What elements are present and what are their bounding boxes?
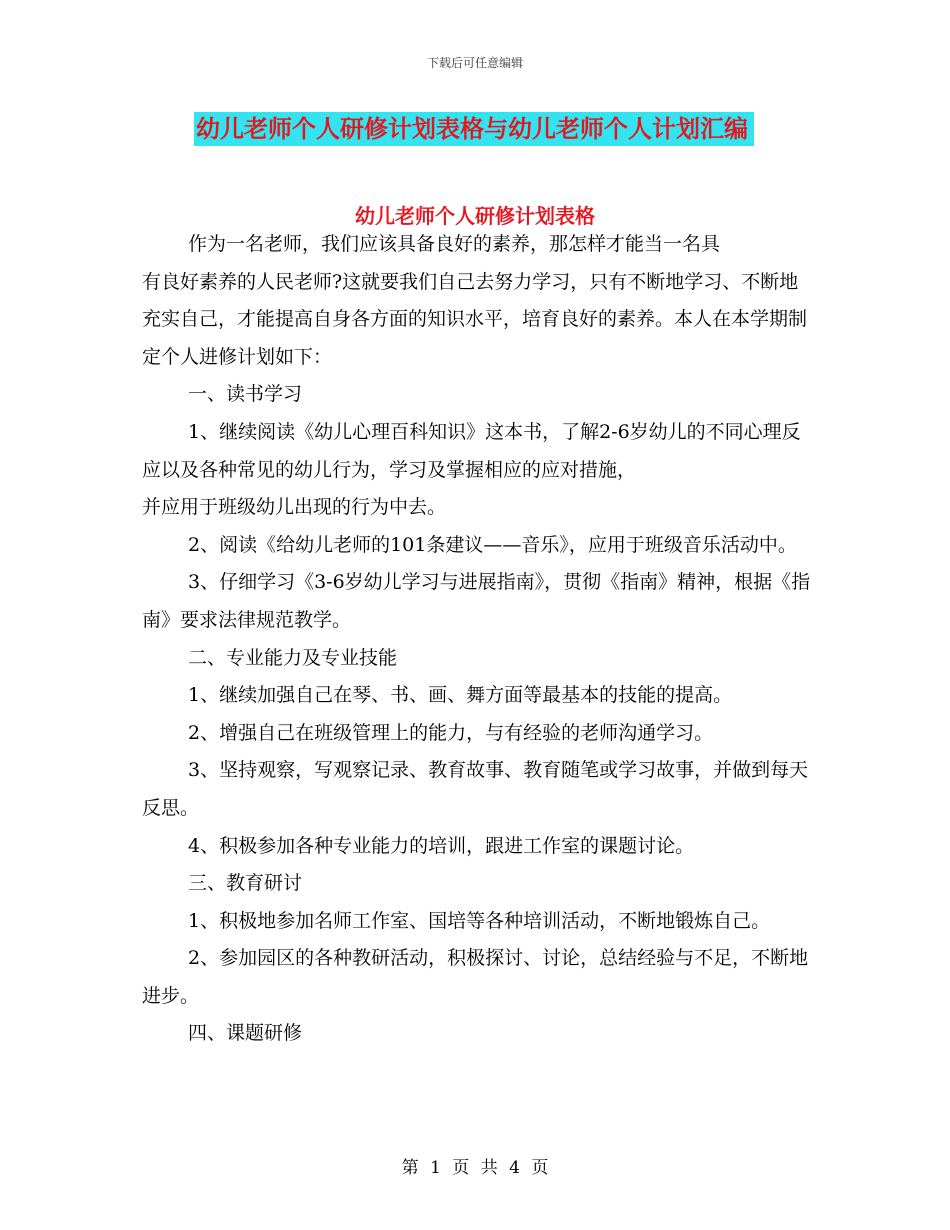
skills-item-1: 1、继续加强自己在琴、书、画、舞方面等最基本的技能的提高。 [188, 684, 733, 707]
heading-professional-skills: 二、专业能力及专业技能 [188, 646, 398, 669]
document-main-title: 幼儿老师个人研修计划表格与幼儿老师个人计划汇编 [194, 112, 754, 146]
reading-item-1: 1、继续阅读《幼儿心理百科知识》这本书，了解2-6岁幼儿的不同心理反应以及各种常见的幼儿行为，学习及掌握相应的应对措施， 并应用于班级幼儿出现的行为中去。 [142, 420, 801, 519]
heading-topic-study: 四、课题研修 [188, 1022, 303, 1045]
intro-paragraph: 作为一名老师，我们应该具备良好的素养，那怎样才能当一名具 有良好素养的人民老师?这就要我们自己去努力学习，只有不断地学习、不断地充实自己，才能提高自身各方面的知识水平，培育良好的素养。本人在本学期制定个人进修计划如下： [142, 233, 808, 368]
skills-item-3: 3、坚持观察，写观察记录、教育故事、教育随笔或学习故事，并做到每天反思。 [142, 759, 809, 819]
heading-reading: 一、读书学习 [188, 383, 303, 406]
reading-item-2: 2、阅读《给幼儿老师的101条建议——音乐》，应用于班级音乐活动中。 [188, 533, 797, 556]
research-item-1: 1、积极地参加名师工作室、国培等各种培训活动，不断地锻炼自己。 [188, 909, 771, 932]
header-note: 下载后可任意编辑 [426, 56, 523, 70]
research-item-2: 2、参加园区的各种教研活动，积极探讨、讨论，总结经验与不足，不断地进步。 [142, 947, 809, 1007]
document-body [142, 226, 812, 1053]
skills-item-4: 4、积极参加各种专业能力的培训，跟进工作室的课题讨论。 [188, 834, 695, 857]
heading-teaching-research: 三、教育研讨 [188, 872, 303, 895]
section-title: 幼儿老师个人研修计划表格 [355, 204, 595, 228]
skills-item-2: 2、增强自己在班级管理上的能力，与有经验的老师沟通学习。 [188, 721, 714, 744]
reading-item-3: 3、仔细学习《3-6岁幼儿学习与进展指南》，贯彻《指南》精神，根据《指南》要求法律规范教学。 [142, 571, 811, 631]
page-number: 第 1 页 共 4 页 [401, 1158, 549, 1178]
